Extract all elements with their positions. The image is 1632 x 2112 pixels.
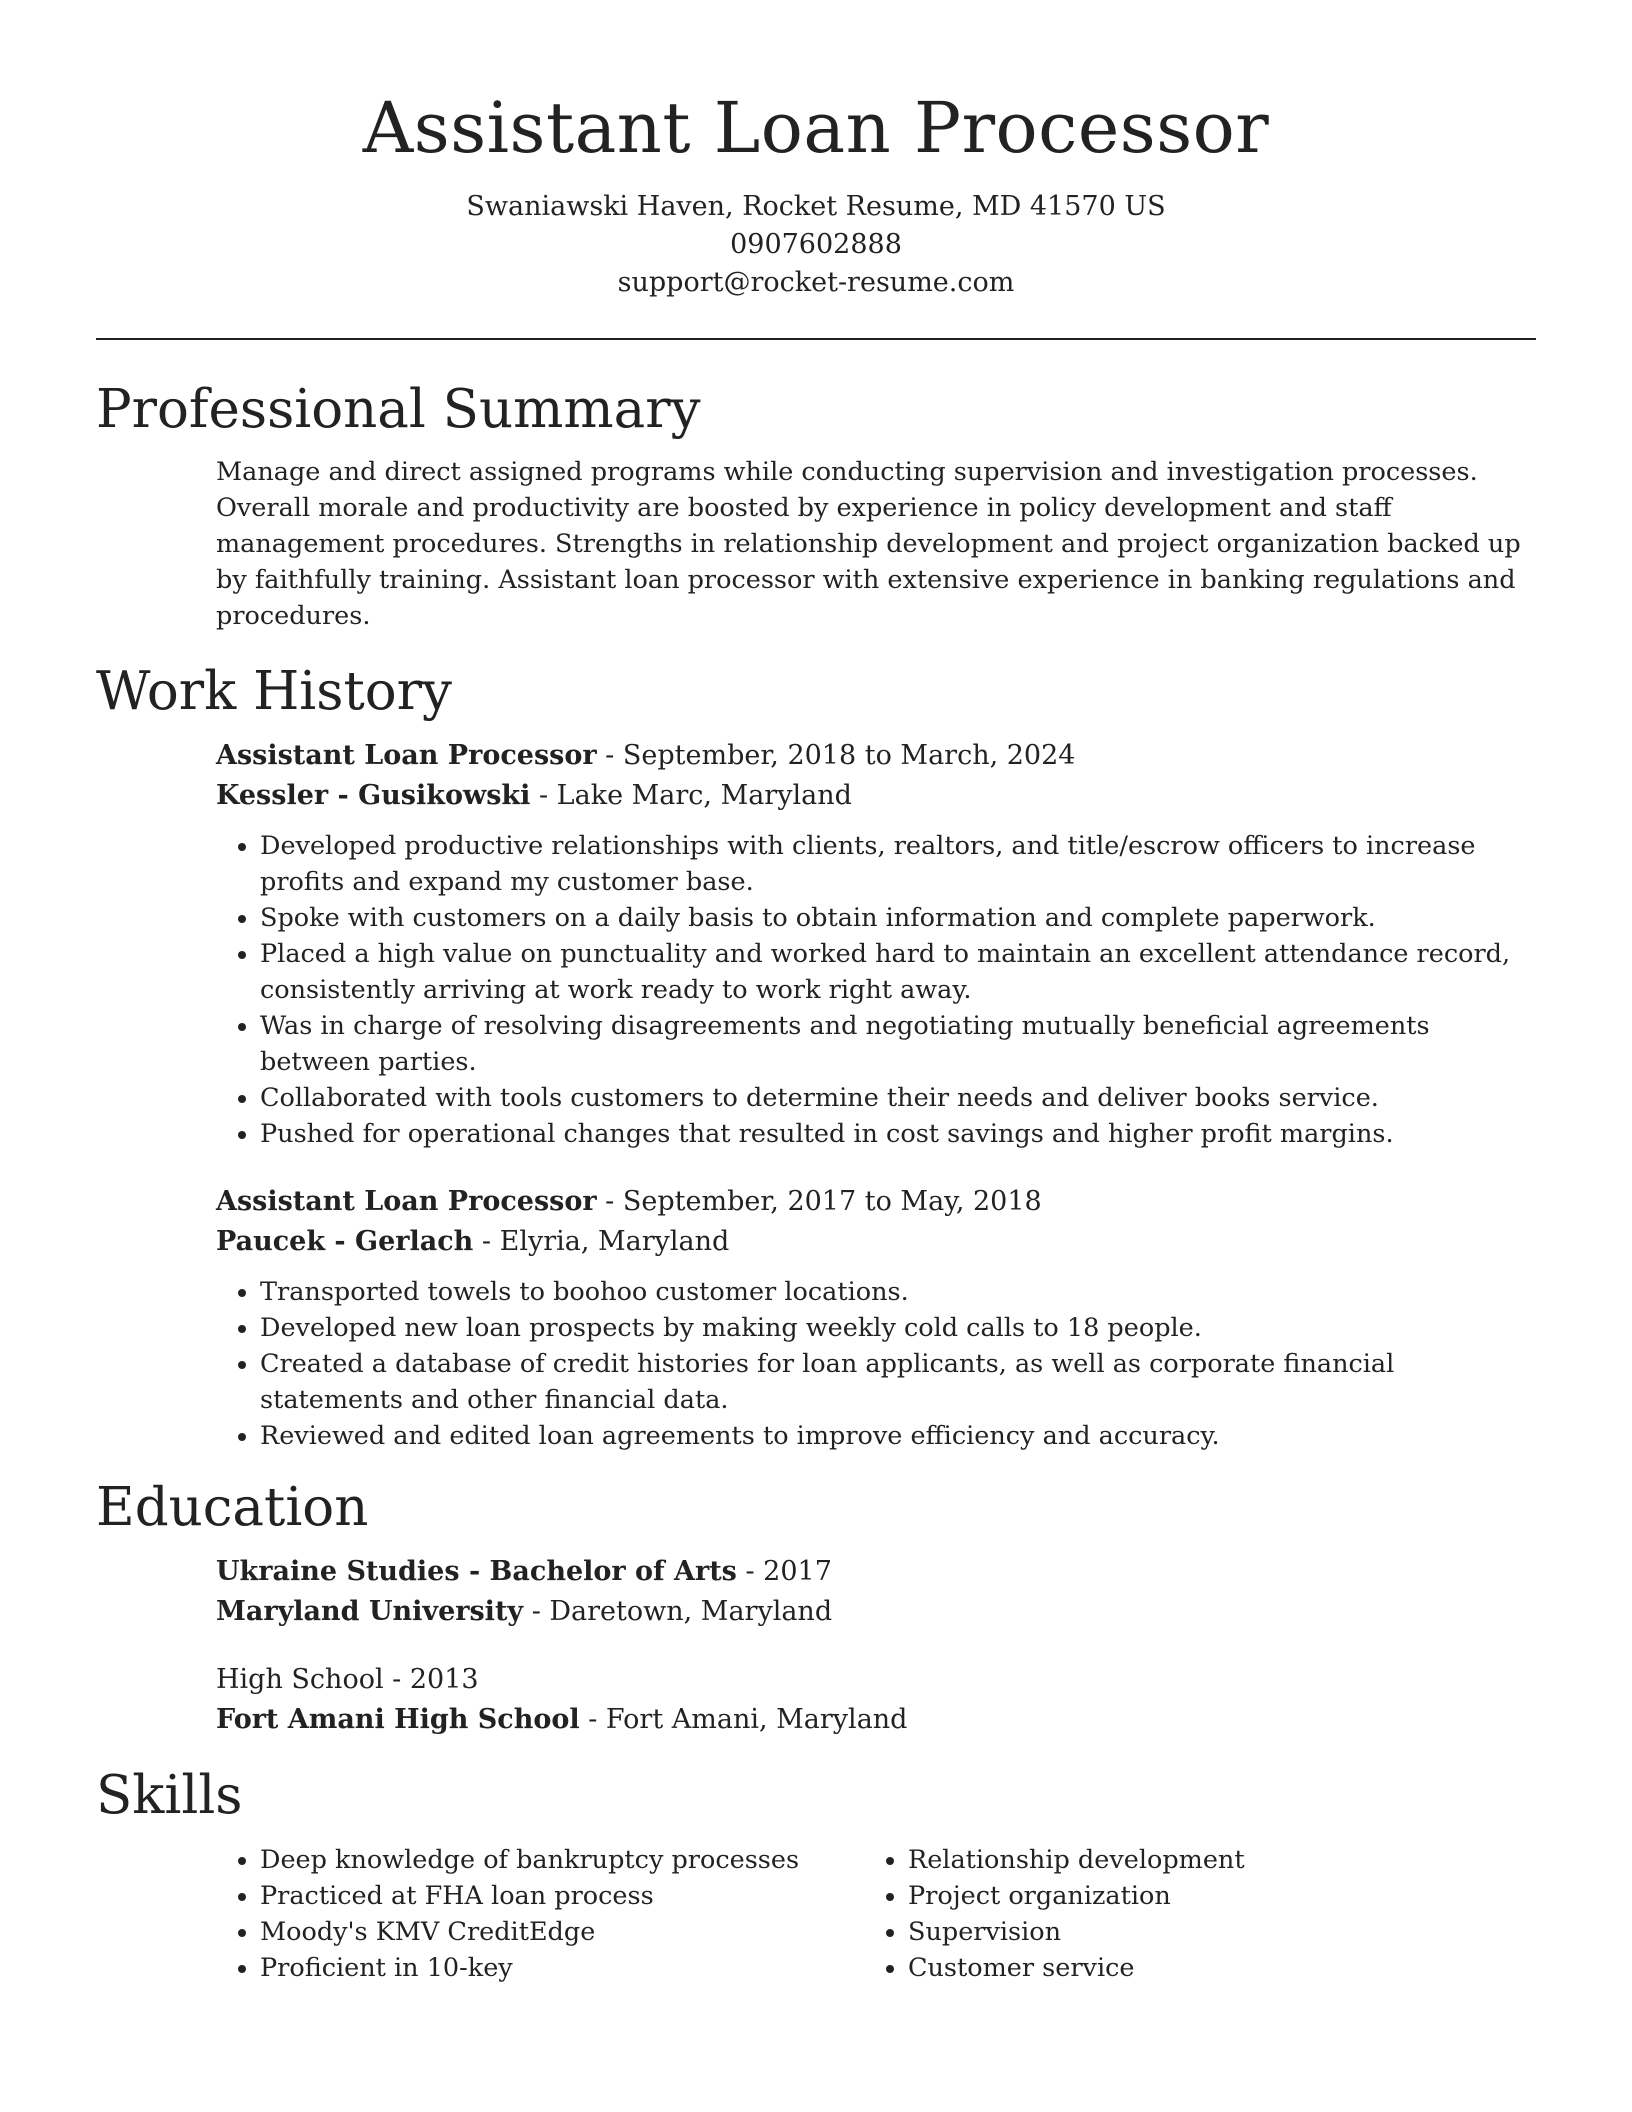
education-school-line xyxy=(216,1700,1536,1740)
job-dates: - September, 2018 to March, 2024 xyxy=(596,740,1076,771)
education-degree-line xyxy=(216,1660,1536,1700)
work-history-heading: Work History xyxy=(96,661,452,722)
job-role: Assistant Loan Processor xyxy=(216,1186,597,1217)
education-school-line xyxy=(216,1592,1536,1632)
job-company: Kessler - Gusikowski xyxy=(216,780,531,811)
skills-section xyxy=(96,1764,1536,1986)
education-degree: High School xyxy=(216,1664,384,1695)
skill-item: • Moody's KMV CreditEdge xyxy=(260,1914,864,1950)
skill-item: • Project organization xyxy=(908,1878,1524,1914)
skills-list-right xyxy=(864,1842,1524,1986)
skill-item: • Deep knowledge of bankruptcy processes xyxy=(260,1842,864,1878)
skill-item: • Proficient in 10-key xyxy=(260,1950,864,1986)
job-role: Assistant Loan Processor xyxy=(216,740,597,771)
job-location: - Lake Marc, Maryland xyxy=(530,780,852,811)
work-history-section xyxy=(96,660,1536,1454)
summary-heading: Professional Summary xyxy=(96,379,701,440)
education-location: - Daretown, Maryland xyxy=(523,1596,833,1627)
resume-title: Assistant Loan Processor xyxy=(362,87,1270,169)
contact-phone: 0907602888 xyxy=(730,229,902,260)
job-dates: - September, 2017 to May, 2018 xyxy=(596,1186,1042,1217)
job-company: Paucek - Gerlach xyxy=(216,1226,474,1257)
job-company-line xyxy=(216,1222,1536,1262)
list-item: • Developed new loan prospects by making weekly cold calls to 18 people. xyxy=(260,1310,1536,1346)
job-title-line xyxy=(216,1182,1536,1222)
education-entry xyxy=(216,1552,1536,1632)
list-item: • Collaborated with tools customers to determine their needs and deliver books service. xyxy=(260,1080,1536,1116)
education-section xyxy=(96,1476,1536,1740)
resume-page xyxy=(96,0,1536,1986)
skill-item: • Supervision xyxy=(908,1914,1524,1950)
skills-list-left xyxy=(216,1842,864,1986)
job-company-line xyxy=(216,776,1536,816)
education-entry xyxy=(216,1660,1536,1740)
education-year: - 2013 xyxy=(383,1664,479,1695)
education-school: Maryland University xyxy=(216,1596,524,1627)
skill-item: • Customer service xyxy=(908,1950,1524,1986)
skill-item: • Relationship development xyxy=(908,1842,1524,1878)
job-bullets xyxy=(216,828,1536,1152)
education-degree-line xyxy=(216,1552,1536,1592)
education-school: Fort Amani High School xyxy=(216,1704,580,1735)
list-item: • Developed productive relationships with clients, realtors, and title/escrow officers to increase profits and expand my customer base. xyxy=(260,828,1536,900)
skills-heading: Skills xyxy=(96,1765,243,1826)
education-year: - 2017 xyxy=(736,1556,832,1587)
list-item: • Placed a high value on punctuality and worked hard to maintain an excellent attendance record, consistently arriving at work ready to work right away. xyxy=(260,936,1536,1008)
list-item: • Was in charge of resolving disagreements and negotiating mutually beneficial agreements between parties. xyxy=(260,1008,1536,1080)
education-location: - Fort Amani, Maryland xyxy=(579,1704,908,1735)
job-location: - Elyria, Maryland xyxy=(473,1226,730,1257)
summary-section xyxy=(96,378,1536,634)
list-item: • Transported towels to boohoo customer locations. xyxy=(260,1274,1536,1310)
job-entry xyxy=(216,1182,1536,1454)
skills-grid xyxy=(216,1842,1536,1986)
list-item: • Pushed for operational changes that resulted in cost savings and higher profit margins. xyxy=(260,1116,1536,1152)
summary-text: Manage and direct assigned programs while conducting supervision and investigation processes. Overall morale and productivity are boosted by experience in policy development and staff management procedures. Strengths in relationship development and project organization backed up by faithfully training. Assistant loan processor with extensive experience in banking regulations and procedures. xyxy=(216,457,1521,631)
list-item: • Reviewed and edited loan agreements to improve efficiency and accuracy. xyxy=(260,1418,1536,1454)
list-item: • Spoke with customers on a daily basis to obtain information and complete paperwork. xyxy=(260,900,1536,936)
skill-item: • Practiced at FHA loan process xyxy=(260,1878,864,1914)
education-heading: Education xyxy=(96,1477,369,1538)
header-divider xyxy=(96,338,1536,340)
contact-address: Swaniawski Haven, Rocket Resume, MD 41570 US xyxy=(466,191,1166,222)
list-item: • Created a database of credit histories for loan applicants, as well as corporate financial statements and other financial data. xyxy=(260,1346,1536,1418)
job-entry xyxy=(216,736,1536,1152)
contact-email[interactable]: support@rocket-resume.com xyxy=(617,267,1015,298)
education-degree: Ukraine Studies - Bachelor of Arts xyxy=(216,1556,737,1587)
job-title-line xyxy=(216,736,1536,776)
job-bullets xyxy=(216,1274,1536,1454)
contact-block xyxy=(96,188,1536,302)
